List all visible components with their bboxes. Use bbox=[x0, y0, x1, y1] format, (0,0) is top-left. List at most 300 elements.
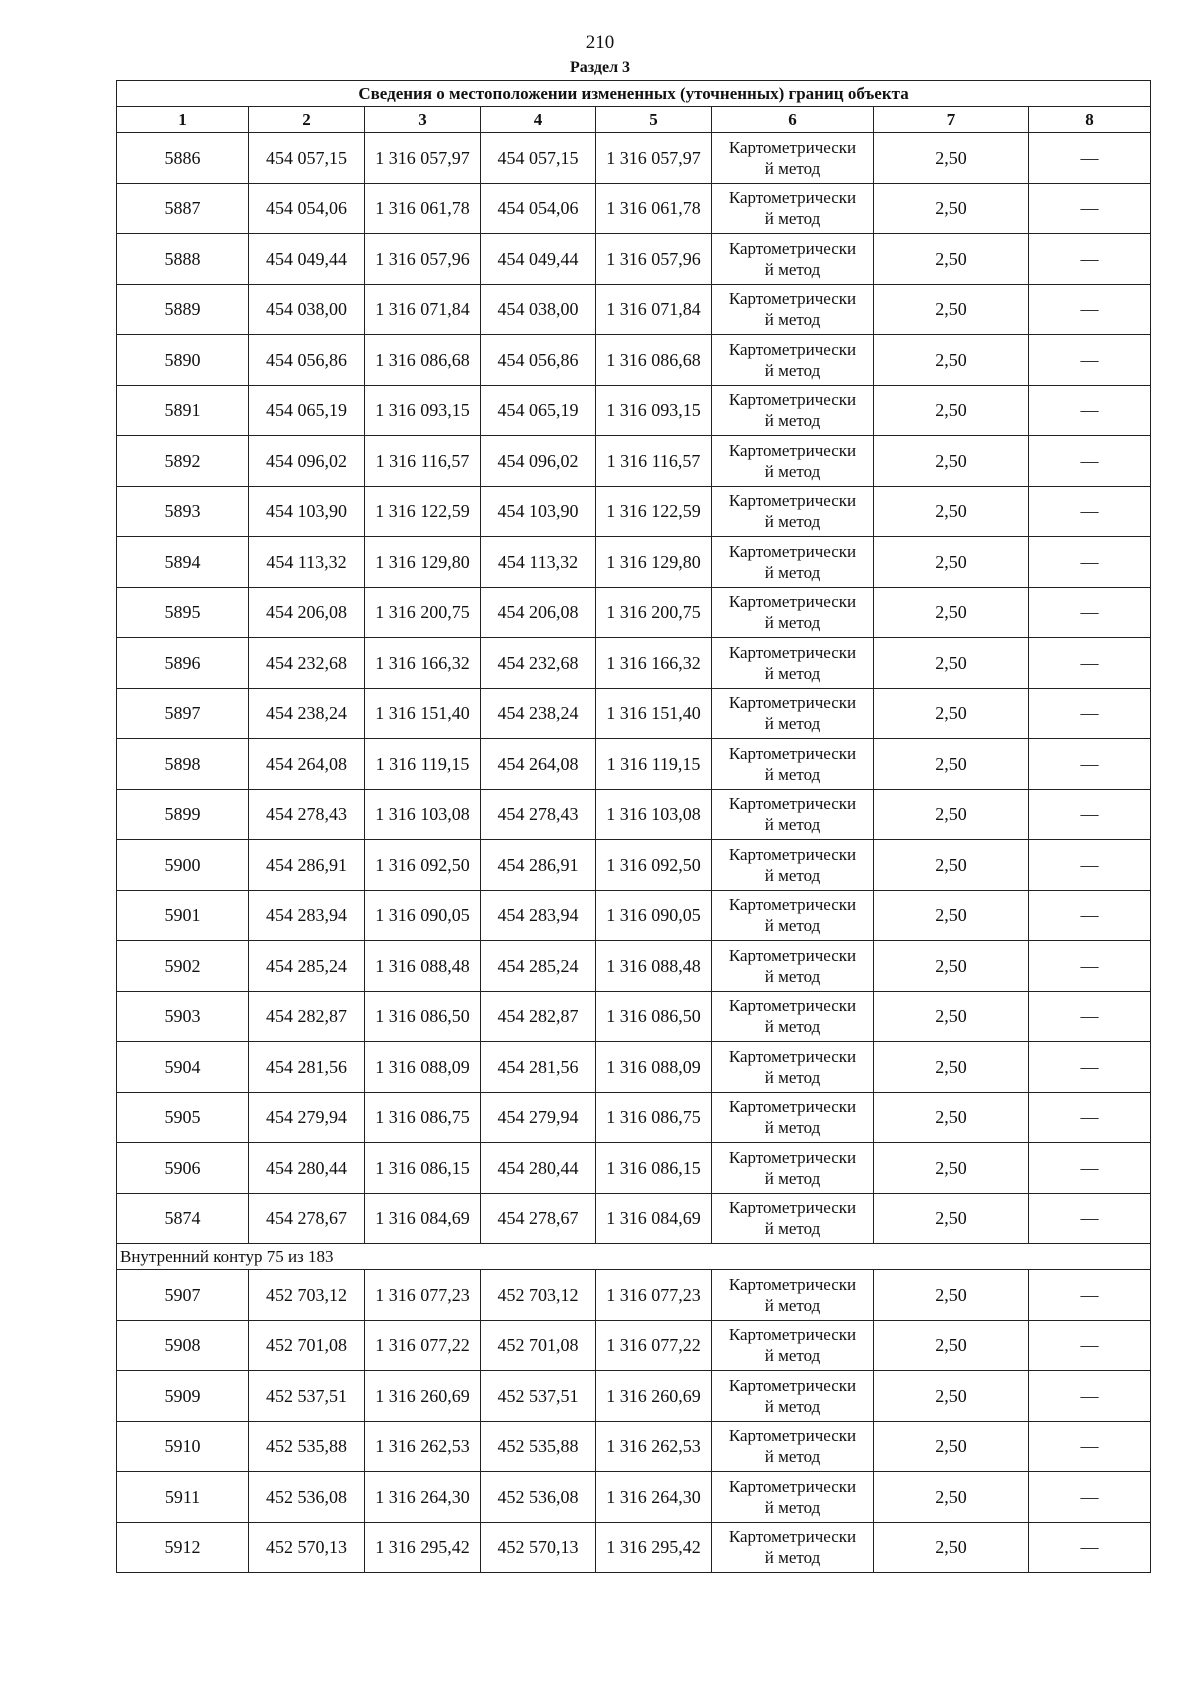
x-coordinate-old: 454 206,08 bbox=[249, 587, 365, 638]
method-cell bbox=[712, 1270, 874, 1321]
column-number: 7 bbox=[874, 107, 1029, 133]
column-8-value: — bbox=[1029, 1193, 1151, 1244]
method-cell bbox=[712, 1371, 874, 1422]
table-row bbox=[117, 234, 1151, 285]
y-coordinate-new: 1 316 262,53 bbox=[596, 1421, 712, 1472]
y-coordinate-old: 1 316 129,80 bbox=[365, 537, 481, 588]
column-8-value: — bbox=[1029, 688, 1151, 739]
method-line-2: й метод bbox=[764, 310, 821, 330]
point-number: 5896 bbox=[117, 638, 249, 689]
accuracy-value: 2,50 bbox=[874, 1421, 1029, 1472]
method-line-1: Картометрически bbox=[728, 1046, 857, 1066]
x-coordinate-old: 454 264,08 bbox=[249, 739, 365, 790]
x-coordinate-old: 454 283,94 bbox=[249, 890, 365, 941]
x-coordinate-new: 452 536,08 bbox=[481, 1472, 596, 1523]
table-row bbox=[117, 486, 1151, 537]
point-number: 5887 bbox=[117, 183, 249, 234]
table-row bbox=[117, 688, 1151, 739]
method-line-2: й метод bbox=[764, 613, 821, 633]
accuracy-value: 2,50 bbox=[874, 335, 1029, 386]
y-coordinate-old: 1 316 116,57 bbox=[365, 436, 481, 487]
method-cell bbox=[712, 1042, 874, 1093]
table-row bbox=[117, 941, 1151, 992]
x-coordinate-new: 454 049,44 bbox=[481, 234, 596, 285]
x-coordinate-old: 454 279,94 bbox=[249, 1092, 365, 1143]
accuracy-value: 2,50 bbox=[874, 1371, 1029, 1422]
y-coordinate-new: 1 316 088,48 bbox=[596, 941, 712, 992]
column-8-value: — bbox=[1029, 789, 1151, 840]
point-number: 5891 bbox=[117, 385, 249, 436]
y-coordinate-new: 1 316 071,84 bbox=[596, 284, 712, 335]
method-line-2: й метод bbox=[764, 663, 821, 683]
x-coordinate-old: 454 281,56 bbox=[249, 1042, 365, 1093]
method-line-2: й метод bbox=[764, 1219, 821, 1239]
column-8-value: — bbox=[1029, 486, 1151, 537]
method-line-1: Картометрически bbox=[728, 693, 857, 713]
method-cell bbox=[712, 537, 874, 588]
x-coordinate-new: 454 285,24 bbox=[481, 941, 596, 992]
x-coordinate-old: 454 103,90 bbox=[249, 486, 365, 537]
x-coordinate-old: 452 535,88 bbox=[249, 1421, 365, 1472]
column-number: 8 bbox=[1029, 107, 1151, 133]
method-cell bbox=[712, 789, 874, 840]
method-line-1: Картометрически bbox=[728, 289, 857, 309]
x-coordinate-new: 454 113,32 bbox=[481, 537, 596, 588]
contour-heading-row bbox=[117, 1244, 1151, 1270]
table-row bbox=[117, 789, 1151, 840]
x-coordinate-new: 454 282,87 bbox=[481, 991, 596, 1042]
contour-heading: Внутренний контур 75 из 183 bbox=[117, 1244, 1151, 1270]
column-number: 6 bbox=[712, 107, 874, 133]
method-cell bbox=[712, 183, 874, 234]
column-number: 5 bbox=[596, 107, 712, 133]
method-line-1: Картометрически bbox=[728, 1274, 857, 1294]
x-coordinate-new: 452 537,51 bbox=[481, 1371, 596, 1422]
method-cell bbox=[712, 1193, 874, 1244]
y-coordinate-new: 1 316 092,50 bbox=[596, 840, 712, 891]
x-coordinate-new: 454 238,24 bbox=[481, 688, 596, 739]
accuracy-value: 2,50 bbox=[874, 1042, 1029, 1093]
method-cell bbox=[712, 335, 874, 386]
method-line-1: Картометрически bbox=[728, 1527, 857, 1547]
method-line-2: й метод bbox=[764, 1346, 821, 1366]
point-number: 5898 bbox=[117, 739, 249, 790]
column-number-row bbox=[117, 107, 1151, 133]
method-line-2: й метод bbox=[764, 764, 821, 784]
y-coordinate-new: 1 316 086,15 bbox=[596, 1143, 712, 1194]
table-row bbox=[117, 183, 1151, 234]
method-line-2: й метод bbox=[764, 1168, 821, 1188]
point-number: 5907 bbox=[117, 1270, 249, 1321]
table-title: Сведения о местоположении измененных (уточненных) границ объекта bbox=[117, 81, 1151, 107]
y-coordinate-old: 1 316 151,40 bbox=[365, 688, 481, 739]
method-line-2: й метод bbox=[764, 714, 821, 734]
column-8-value: — bbox=[1029, 183, 1151, 234]
column-8-value: — bbox=[1029, 587, 1151, 638]
y-coordinate-old: 1 316 071,84 bbox=[365, 284, 481, 335]
y-coordinate-new: 1 316 103,08 bbox=[596, 789, 712, 840]
method-line-2: й метод bbox=[764, 461, 821, 481]
x-coordinate-new: 454 065,19 bbox=[481, 385, 596, 436]
column-8-value: — bbox=[1029, 234, 1151, 285]
column-8-value: — bbox=[1029, 1042, 1151, 1093]
x-coordinate-old: 454 049,44 bbox=[249, 234, 365, 285]
accuracy-value: 2,50 bbox=[874, 1193, 1029, 1244]
y-coordinate-old: 1 316 086,68 bbox=[365, 335, 481, 386]
method-line-1: Картометрически bbox=[728, 895, 857, 915]
column-8-value: — bbox=[1029, 1371, 1151, 1422]
column-8-value: — bbox=[1029, 537, 1151, 588]
accuracy-value: 2,50 bbox=[874, 890, 1029, 941]
method-line-2: й метод bbox=[764, 815, 821, 835]
accuracy-value: 2,50 bbox=[874, 133, 1029, 184]
y-coordinate-old: 1 316 093,15 bbox=[365, 385, 481, 436]
table-row bbox=[117, 284, 1151, 335]
method-line-2: й метод bbox=[764, 209, 821, 229]
method-line-2: й метод bbox=[764, 411, 821, 431]
point-number: 5901 bbox=[117, 890, 249, 941]
x-coordinate-new: 454 096,02 bbox=[481, 436, 596, 487]
point-number: 5874 bbox=[117, 1193, 249, 1244]
method-cell bbox=[712, 688, 874, 739]
table-row bbox=[117, 1320, 1151, 1371]
point-number: 5911 bbox=[117, 1472, 249, 1523]
y-coordinate-old: 1 316 057,96 bbox=[365, 234, 481, 285]
table-row bbox=[117, 1270, 1151, 1321]
method-line-1: Картометрически bbox=[728, 541, 857, 561]
method-line-2: й метод bbox=[764, 1548, 821, 1568]
method-line-2: й метод bbox=[764, 158, 821, 178]
column-8-value: — bbox=[1029, 991, 1151, 1042]
method-cell bbox=[712, 133, 874, 184]
point-number: 5900 bbox=[117, 840, 249, 891]
method-cell bbox=[712, 284, 874, 335]
method-cell bbox=[712, 1320, 874, 1371]
method-cell bbox=[712, 941, 874, 992]
y-coordinate-old: 1 316 119,15 bbox=[365, 739, 481, 790]
y-coordinate-old: 1 316 057,97 bbox=[365, 133, 481, 184]
accuracy-value: 2,50 bbox=[874, 183, 1029, 234]
y-coordinate-new: 1 316 260,69 bbox=[596, 1371, 712, 1422]
method-line-1: Картометрически bbox=[728, 238, 857, 258]
x-coordinate-new: 454 283,94 bbox=[481, 890, 596, 941]
column-8-value: — bbox=[1029, 1092, 1151, 1143]
point-number: 5889 bbox=[117, 284, 249, 335]
method-line-2: й метод bbox=[764, 1396, 821, 1416]
x-coordinate-old: 454 056,86 bbox=[249, 335, 365, 386]
method-line-1: Картометрически bbox=[728, 491, 857, 511]
x-coordinate-new: 454 103,90 bbox=[481, 486, 596, 537]
y-coordinate-new: 1 316 093,15 bbox=[596, 385, 712, 436]
column-number: 1 bbox=[117, 107, 249, 133]
method-cell bbox=[712, 1421, 874, 1472]
method-cell bbox=[712, 1472, 874, 1523]
x-coordinate-old: 454 054,06 bbox=[249, 183, 365, 234]
method-line-2: й метод bbox=[764, 1497, 821, 1517]
method-line-1: Картометрически bbox=[728, 1097, 857, 1117]
x-coordinate-new: 452 701,08 bbox=[481, 1320, 596, 1371]
accuracy-value: 2,50 bbox=[874, 1320, 1029, 1371]
method-cell bbox=[712, 436, 874, 487]
table-row bbox=[117, 1092, 1151, 1143]
column-8-value: — bbox=[1029, 840, 1151, 891]
x-coordinate-old: 452 701,08 bbox=[249, 1320, 365, 1371]
method-cell bbox=[712, 638, 874, 689]
point-number: 5895 bbox=[117, 587, 249, 638]
column-8-value: — bbox=[1029, 1472, 1151, 1523]
x-coordinate-old: 454 286,91 bbox=[249, 840, 365, 891]
table-row bbox=[117, 840, 1151, 891]
x-coordinate-new: 454 280,44 bbox=[481, 1143, 596, 1194]
y-coordinate-old: 1 316 061,78 bbox=[365, 183, 481, 234]
point-number: 5910 bbox=[117, 1421, 249, 1472]
table-row bbox=[117, 739, 1151, 790]
method-line-1: Картометрически bbox=[728, 743, 857, 763]
column-8-value: — bbox=[1029, 436, 1151, 487]
x-coordinate-new: 454 038,00 bbox=[481, 284, 596, 335]
y-coordinate-new: 1 316 086,75 bbox=[596, 1092, 712, 1143]
y-coordinate-new: 1 316 200,75 bbox=[596, 587, 712, 638]
method-line-2: й метод bbox=[764, 1017, 821, 1037]
x-coordinate-new: 454 278,67 bbox=[481, 1193, 596, 1244]
y-coordinate-old: 1 316 295,42 bbox=[365, 1522, 481, 1573]
table-row bbox=[117, 1371, 1151, 1422]
accuracy-value: 2,50 bbox=[874, 941, 1029, 992]
y-coordinate-new: 1 316 057,97 bbox=[596, 133, 712, 184]
method-line-1: Картометрически bbox=[728, 339, 857, 359]
method-line-2: й метод bbox=[764, 360, 821, 380]
method-line-1: Картометрически bbox=[728, 1198, 857, 1218]
x-coordinate-old: 454 285,24 bbox=[249, 941, 365, 992]
y-coordinate-new: 1 316 061,78 bbox=[596, 183, 712, 234]
x-coordinate-new: 454 286,91 bbox=[481, 840, 596, 891]
method-line-1: Картометрически bbox=[728, 1325, 857, 1345]
accuracy-value: 2,50 bbox=[874, 739, 1029, 790]
method-line-1: Картометрически bbox=[728, 844, 857, 864]
point-number: 5890 bbox=[117, 335, 249, 386]
column-8-value: — bbox=[1029, 1522, 1151, 1573]
method-cell bbox=[712, 1522, 874, 1573]
method-cell bbox=[712, 1143, 874, 1194]
y-coordinate-old: 1 316 077,23 bbox=[365, 1270, 481, 1321]
method-line-1: Картометрически bbox=[728, 1147, 857, 1167]
y-coordinate-new: 1 316 077,23 bbox=[596, 1270, 712, 1321]
x-coordinate-new: 454 232,68 bbox=[481, 638, 596, 689]
column-8-value: — bbox=[1029, 1421, 1151, 1472]
column-number: 3 bbox=[365, 107, 481, 133]
y-coordinate-old: 1 316 200,75 bbox=[365, 587, 481, 638]
y-coordinate-new: 1 316 084,69 bbox=[596, 1193, 712, 1244]
method-line-1: Картометрически bbox=[728, 945, 857, 965]
table-row bbox=[117, 436, 1151, 487]
method-line-1: Картометрически bbox=[728, 188, 857, 208]
x-coordinate-new: 454 264,08 bbox=[481, 739, 596, 790]
column-8-value: — bbox=[1029, 284, 1151, 335]
method-cell bbox=[712, 587, 874, 638]
method-line-1: Картометрически bbox=[728, 794, 857, 814]
method-line-1: Картометрически bbox=[728, 137, 857, 157]
table-row bbox=[117, 385, 1151, 436]
method-line-1: Картометрически bbox=[728, 996, 857, 1016]
point-number: 5905 bbox=[117, 1092, 249, 1143]
x-coordinate-old: 454 278,67 bbox=[249, 1193, 365, 1244]
table-row bbox=[117, 1042, 1151, 1093]
x-coordinate-old: 454 057,15 bbox=[249, 133, 365, 184]
point-number: 5912 bbox=[117, 1522, 249, 1573]
y-coordinate-new: 1 316 119,15 bbox=[596, 739, 712, 790]
column-8-value: — bbox=[1029, 335, 1151, 386]
table-row bbox=[117, 890, 1151, 941]
point-number: 5908 bbox=[117, 1320, 249, 1371]
method-line-2: й метод bbox=[764, 865, 821, 885]
accuracy-value: 2,50 bbox=[874, 1143, 1029, 1194]
section-title: Раздел 3 bbox=[569, 59, 631, 76]
accuracy-value: 2,50 bbox=[874, 789, 1029, 840]
y-coordinate-old: 1 316 088,09 bbox=[365, 1042, 481, 1093]
accuracy-value: 2,50 bbox=[874, 486, 1029, 537]
table-row bbox=[117, 537, 1151, 588]
accuracy-value: 2,50 bbox=[874, 1270, 1029, 1321]
x-coordinate-old: 454 280,44 bbox=[249, 1143, 365, 1194]
y-coordinate-old: 1 316 264,30 bbox=[365, 1472, 481, 1523]
x-coordinate-new: 454 206,08 bbox=[481, 587, 596, 638]
table-row bbox=[117, 1522, 1151, 1573]
point-number: 5902 bbox=[117, 941, 249, 992]
table-row bbox=[117, 1472, 1151, 1523]
method-cell bbox=[712, 385, 874, 436]
y-coordinate-new: 1 316 057,96 bbox=[596, 234, 712, 285]
y-coordinate-old: 1 316 122,59 bbox=[365, 486, 481, 537]
method-line-2: й метод bbox=[764, 966, 821, 986]
accuracy-value: 2,50 bbox=[874, 234, 1029, 285]
y-coordinate-new: 1 316 086,50 bbox=[596, 991, 712, 1042]
table-title-row bbox=[117, 81, 1151, 107]
table-row bbox=[117, 1421, 1151, 1472]
method-line-2: й метод bbox=[764, 916, 821, 936]
accuracy-value: 2,50 bbox=[874, 840, 1029, 891]
y-coordinate-new: 1 316 090,05 bbox=[596, 890, 712, 941]
point-number: 5888 bbox=[117, 234, 249, 285]
x-coordinate-new: 454 281,56 bbox=[481, 1042, 596, 1093]
y-coordinate-old: 1 316 086,50 bbox=[365, 991, 481, 1042]
method-line-1: Картометрически bbox=[728, 1375, 857, 1395]
column-8-value: — bbox=[1029, 1270, 1151, 1321]
accuracy-value: 2,50 bbox=[874, 587, 1029, 638]
method-cell bbox=[712, 890, 874, 941]
y-coordinate-new: 1 316 151,40 bbox=[596, 688, 712, 739]
point-number: 5904 bbox=[117, 1042, 249, 1093]
y-coordinate-new: 1 316 088,09 bbox=[596, 1042, 712, 1093]
y-coordinate-old: 1 316 092,50 bbox=[365, 840, 481, 891]
y-coordinate-old: 1 316 166,32 bbox=[365, 638, 481, 689]
boundary-coordinates-table bbox=[116, 80, 1151, 1573]
method-line-2: й метод bbox=[764, 1447, 821, 1467]
table-row bbox=[117, 991, 1151, 1042]
point-number: 5892 bbox=[117, 436, 249, 487]
method-cell bbox=[712, 840, 874, 891]
point-number: 5886 bbox=[117, 133, 249, 184]
y-coordinate-new: 1 316 086,68 bbox=[596, 335, 712, 386]
point-number: 5897 bbox=[117, 688, 249, 739]
y-coordinate-old: 1 316 103,08 bbox=[365, 789, 481, 840]
x-coordinate-old: 454 278,43 bbox=[249, 789, 365, 840]
x-coordinate-old: 454 282,87 bbox=[249, 991, 365, 1042]
y-coordinate-new: 1 316 122,59 bbox=[596, 486, 712, 537]
point-number: 5899 bbox=[117, 789, 249, 840]
accuracy-value: 2,50 bbox=[874, 385, 1029, 436]
point-number: 5909 bbox=[117, 1371, 249, 1422]
y-coordinate-old: 1 316 086,75 bbox=[365, 1092, 481, 1143]
table-row bbox=[117, 133, 1151, 184]
x-coordinate-old: 454 238,24 bbox=[249, 688, 365, 739]
y-coordinate-old: 1 316 262,53 bbox=[365, 1421, 481, 1472]
point-number: 5906 bbox=[117, 1143, 249, 1194]
method-cell bbox=[712, 486, 874, 537]
x-coordinate-new: 454 057,15 bbox=[481, 133, 596, 184]
y-coordinate-new: 1 316 077,22 bbox=[596, 1320, 712, 1371]
table-row bbox=[117, 1193, 1151, 1244]
method-line-1: Картометрически bbox=[728, 390, 857, 410]
x-coordinate-old: 454 096,02 bbox=[249, 436, 365, 487]
table-row bbox=[117, 638, 1151, 689]
x-coordinate-old: 452 570,13 bbox=[249, 1522, 365, 1573]
column-8-value: — bbox=[1029, 638, 1151, 689]
column-8-value: — bbox=[1029, 133, 1151, 184]
y-coordinate-new: 1 316 166,32 bbox=[596, 638, 712, 689]
method-line-2: й метод bbox=[764, 1295, 821, 1315]
x-coordinate-new: 452 703,12 bbox=[481, 1270, 596, 1321]
table-row bbox=[117, 335, 1151, 386]
table-row bbox=[117, 587, 1151, 638]
y-coordinate-new: 1 316 295,42 bbox=[596, 1522, 712, 1573]
column-number: 4 bbox=[481, 107, 596, 133]
accuracy-value: 2,50 bbox=[874, 284, 1029, 335]
accuracy-value: 2,50 bbox=[874, 638, 1029, 689]
point-number: 5894 bbox=[117, 537, 249, 588]
method-line-2: й метод bbox=[764, 259, 821, 279]
method-line-1: Картометрически bbox=[728, 1426, 857, 1446]
y-coordinate-new: 1 316 129,80 bbox=[596, 537, 712, 588]
method-line-2: й метод bbox=[764, 1118, 821, 1138]
x-coordinate-old: 454 038,00 bbox=[249, 284, 365, 335]
table-row bbox=[117, 1143, 1151, 1194]
point-number: 5903 bbox=[117, 991, 249, 1042]
x-coordinate-old: 452 536,08 bbox=[249, 1472, 365, 1523]
x-coordinate-new: 454 279,94 bbox=[481, 1092, 596, 1143]
method-line-1: Картометрически bbox=[728, 440, 857, 460]
accuracy-value: 2,50 bbox=[874, 1092, 1029, 1143]
x-coordinate-old: 452 703,12 bbox=[249, 1270, 365, 1321]
y-coordinate-old: 1 316 088,48 bbox=[365, 941, 481, 992]
y-coordinate-old: 1 316 077,22 bbox=[365, 1320, 481, 1371]
column-number: 2 bbox=[249, 107, 365, 133]
y-coordinate-old: 1 316 084,69 bbox=[365, 1193, 481, 1244]
accuracy-value: 2,50 bbox=[874, 991, 1029, 1042]
accuracy-value: 2,50 bbox=[874, 537, 1029, 588]
method-cell bbox=[712, 234, 874, 285]
method-line-1: Картометрически bbox=[728, 642, 857, 662]
method-cell bbox=[712, 991, 874, 1042]
column-8-value: — bbox=[1029, 890, 1151, 941]
x-coordinate-old: 452 537,51 bbox=[249, 1371, 365, 1422]
x-coordinate-old: 454 232,68 bbox=[249, 638, 365, 689]
table-body bbox=[117, 81, 1151, 1573]
x-coordinate-new: 454 054,06 bbox=[481, 183, 596, 234]
x-coordinate-new: 452 535,88 bbox=[481, 1421, 596, 1472]
column-8-value: — bbox=[1029, 941, 1151, 992]
accuracy-value: 2,50 bbox=[874, 688, 1029, 739]
method-line-1: Картометрически bbox=[728, 1476, 857, 1496]
